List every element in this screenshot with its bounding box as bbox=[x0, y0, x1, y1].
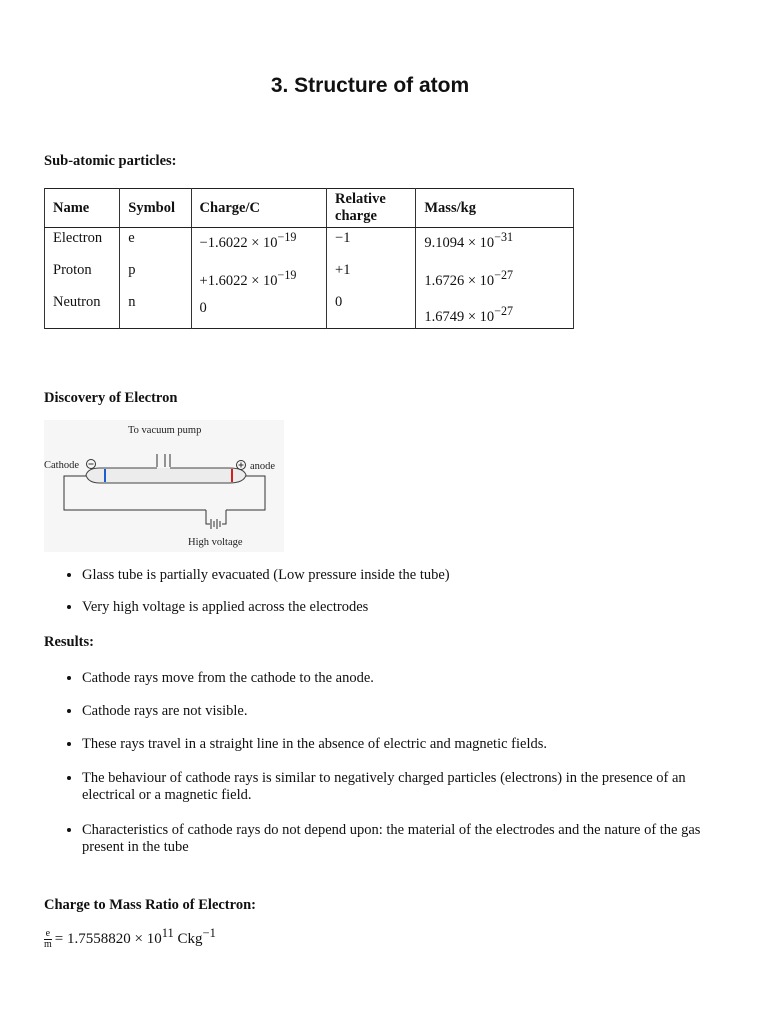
ratio-value: = 1.7558820 × 10 bbox=[54, 931, 162, 947]
results-bullets bbox=[60, 670, 742, 856]
list-item: • These rays travel in a straight line in the absence of electric and magnetic fields. bbox=[82, 736, 742, 753]
header-charge: Charge/C bbox=[191, 189, 327, 228]
cell-charge: $+1.6022 \times 10^{-19}$ bbox=[191, 260, 327, 292]
fraction-denominator: m bbox=[44, 939, 52, 951]
discovery-heading: Discovery of Electron bbox=[44, 390, 178, 406]
list-item: • Cathode rays are not visible. bbox=[82, 703, 742, 720]
table-row bbox=[45, 260, 574, 292]
cell-mass: $1.6749 \times 10^{-27}$ bbox=[416, 292, 574, 328]
table-row bbox=[45, 292, 574, 328]
cell-relative: 0 bbox=[327, 292, 416, 328]
ratio-unit-exponent: −1 bbox=[202, 926, 216, 940]
header-mass: Mass/kg bbox=[416, 189, 574, 228]
cell-name: Proton bbox=[45, 260, 120, 292]
list-item: • Glass tube is partially evacuated (Low pressure inside the tube) bbox=[82, 567, 742, 584]
cell-charge: $-1.6022 \times 10^{-19}$ bbox=[191, 228, 327, 261]
ratio-heading: Charge to Mass Ratio of Electron: bbox=[44, 897, 256, 913]
subatomic-table bbox=[44, 188, 574, 329]
e-over-m-fraction bbox=[44, 929, 52, 950]
cell-charge: 0 bbox=[191, 292, 327, 328]
discovery-bullets bbox=[60, 567, 742, 616]
page-title: 3. Structure of atom bbox=[270, 74, 470, 97]
vacuum-pump-label: To vacuum pump bbox=[128, 425, 202, 436]
cell-mass: $1.6726 \times 10^{-27}$ bbox=[416, 260, 574, 292]
fraction-numerator: e bbox=[45, 928, 51, 940]
list-item: • Cathode rays move from the cathode to the anode. bbox=[82, 670, 742, 687]
cathode-label: Cathode bbox=[44, 460, 79, 471]
list-item: • Very high voltage is applied across the electrodes bbox=[82, 599, 742, 616]
cell-name: Neutron bbox=[45, 292, 120, 328]
table-header-row bbox=[45, 189, 574, 228]
cell-mass: $9.1094 \times 10^{-31}$ bbox=[416, 228, 574, 261]
high-voltage-label: High voltage bbox=[188, 537, 243, 548]
header-name: Name bbox=[45, 189, 120, 228]
header-symbol: Symbol bbox=[120, 189, 191, 228]
list-item: • The behaviour of cathode rays is similar to negatively charged particles (electrons) in the presence of an electrical or a magnetic field. bbox=[82, 770, 742, 804]
glass-tube bbox=[86, 468, 246, 483]
cell-relative: −1 bbox=[327, 228, 416, 261]
anode-label: anode bbox=[250, 461, 276, 472]
subatomic-heading: Sub-atomic particles: bbox=[44, 153, 177, 169]
header-relative-charge: Relative charge bbox=[327, 189, 416, 228]
ratio-unit: Ckg bbox=[177, 931, 203, 947]
cathode-ray-tube-diagram bbox=[44, 420, 284, 552]
cell-symbol: p bbox=[120, 260, 191, 292]
table-row bbox=[45, 228, 574, 261]
cell-name: Electron bbox=[45, 228, 120, 261]
list-item: • Characteristics of cathode rays do not depend upon: the material of the electrodes and the nature of the gas present in the tube bbox=[82, 822, 742, 856]
ratio-exponent: 11 bbox=[161, 926, 174, 940]
cell-symbol: n bbox=[120, 292, 191, 328]
charge-mass-formula bbox=[44, 926, 216, 950]
cell-relative: +1 bbox=[327, 260, 416, 292]
cell-symbol: e bbox=[120, 228, 191, 261]
results-heading: Results: bbox=[44, 634, 94, 650]
